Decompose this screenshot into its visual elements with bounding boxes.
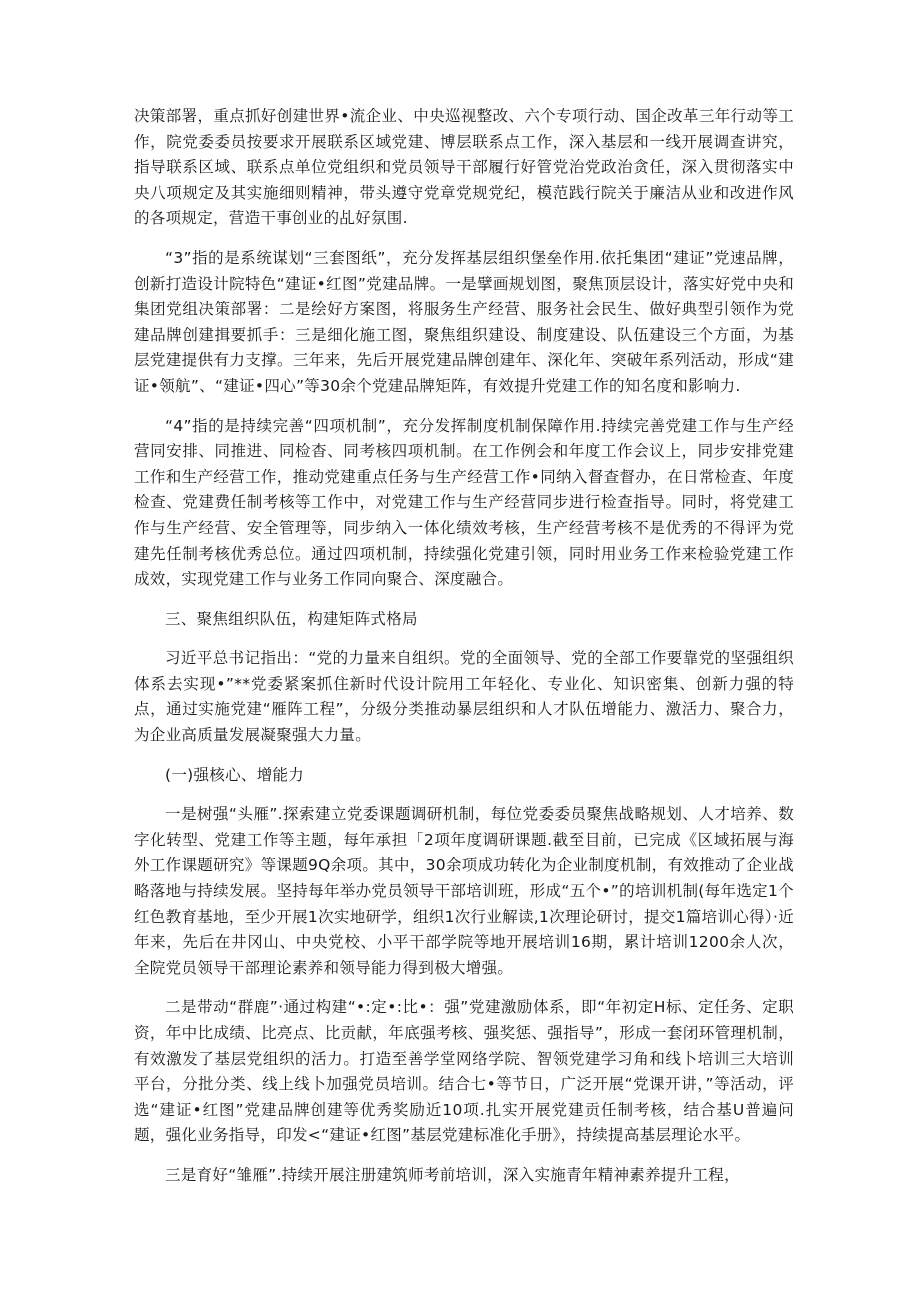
document-body [134,104,794,1203]
paragraph-party-leadership: 决策部署，重点抓好创建世界•流企业、中央巡视整改、六个专项行动、国企改革三年行动等工作，院党委委员按要求开展联系区域党建、博层联系点工作，深入基层和一线开展调查讲究，指导联系区域、联系点单位党组织和党员领导干部履行好管党治党政治贪任，深入贯彻落实中央八项规定及其实施细则精神，带头遵守党章党规党纪，模范践行院关于廉洁从业和改进作风的各项规定，营造干事创业的乩好氛围. [134,107,794,228]
paragraph-section-intro: 习近平总书记指出：“党的力量来自组织。党的全面领导、党的全部工作要靠党的坚强组织体系去实现•”**党委紧案抓住新时代设计院用工年轻化、专业化、知识密集、创新力强的特点，通过实施党建“雁阵工程”，分级分类推动暴层组织和人才队伍增能力、激活力、聚合力，为企业高质量发展凝聚强大力量。 [134,649,794,745]
subsection-heading: (一)强核心、增能力 [165,765,305,784]
paragraph-flock: 二是带动“群鹿”·通过构建“•:定•:比•：强”党建激励体系，即“年初定H标、定任务、定职资，年中比成绩、比亮点、比贡献，年底强考核、强奖惩、强指导”，形成一套闭环管理机制，有效激发了基层党组织的活力。打造至善学堂网络学院、智领党建学习角和线卜培训三大培训平台，分批分类、线上线卜加强党员培训。结合七•等节日，广泛开展“党课开讲，”等活动，评选“建证•红图”党建品牌创建等优秀奖励近10项.扎实开展党建贡任制考核，结合基U普遍问题，强化业务指导，印发<“建证•红图”基层党建标准化手册》，持续提高基层理论水平。 [134,998,794,1145]
section-heading: 三、聚焦组织队伍，构建矩阵式格局 [165,609,418,628]
paragraph-three-blueprints: “3”指的是系统谋划“三套图纸”，充分发挥基层组织堡垒作用.依托集团“建证”党速品牌，创新打造设计院特色“建证•红图”党建品牌。一是擘画规划图，聚焦顶层设计，落实好党中央和集团党组决策部署：二是绘好方案图，将服务生产经营、服务社会民生、做好典型引领作为党建品牌创建揖要抓手：三是细化施工图，聚焦组织建设、制度建设、队伍建设三个方面，为基层党建提供有力支撑。三年来，先后开展党建品牌创建年、深化年、突破年系列活动，形成“建证•领航”、“建证•四心”等30余个党建品牌矩阵，有效提升党建工作的知名度和影响力. [134,248,794,395]
paragraph-lead-geese: 一是树强“头雁”.探索建立党委课题调研机制，每位党委委员聚焦战略规划、人才培养、数字化转型、党建工作等主题，每年承担「2项年度调研课题.截至目前，已完成《区域拓展与海外工作课题研究》等课题9Q余项。其中，30余项成功转化为企业制度机制，有效推动了企业战略落地与持续发展。坚持每年举办党员领导干部培训班，形成“五个•”的培训机制(每年选定1个红色教育基地，至少开展1次实地研学，组织1次行业解读,1次理论研讨，提交1篇培训心得）·近年来，先后在井冈山、中央党校、小平干部学院等地开展培训16期，累计培训1200余人次，全院党员领导干部理论素养和领导能力得到极大增强。 [134,805,794,977]
paragraph-four-mechanisms: “4”指的是持续完善“四项机制”，充分发挥制度机制保障作用.持续完善党建工作与生产经营同安排、同推进、同检杳、同考核四项机制。在工作例会和年度工作会议上，同步安排党建工作和生产经营工作，推动党建重点任务与生产经营工作•同纳入督查督办，在日常检查、年度检查、党建费任制考核等工作中，对党建工作与生产经营同步进行检查指导。同时，将党建工作与生产经营、安全管理等，同步纳入一体化绩效考核，生产经营考核不是优秀的不得评为党建先任制考核优秀总位。通过四项机制，持续强化党建引领，同时用业务工作来检验党建工作成效，实现党建工作与业务工作同向聚合、深度融合。 [134,416,794,589]
paragraph-young-geese: 三是育好“雏雁”.持续开展注册建筑师考前培训，深入实施青年精神素养提升工程， [165,1165,740,1184]
